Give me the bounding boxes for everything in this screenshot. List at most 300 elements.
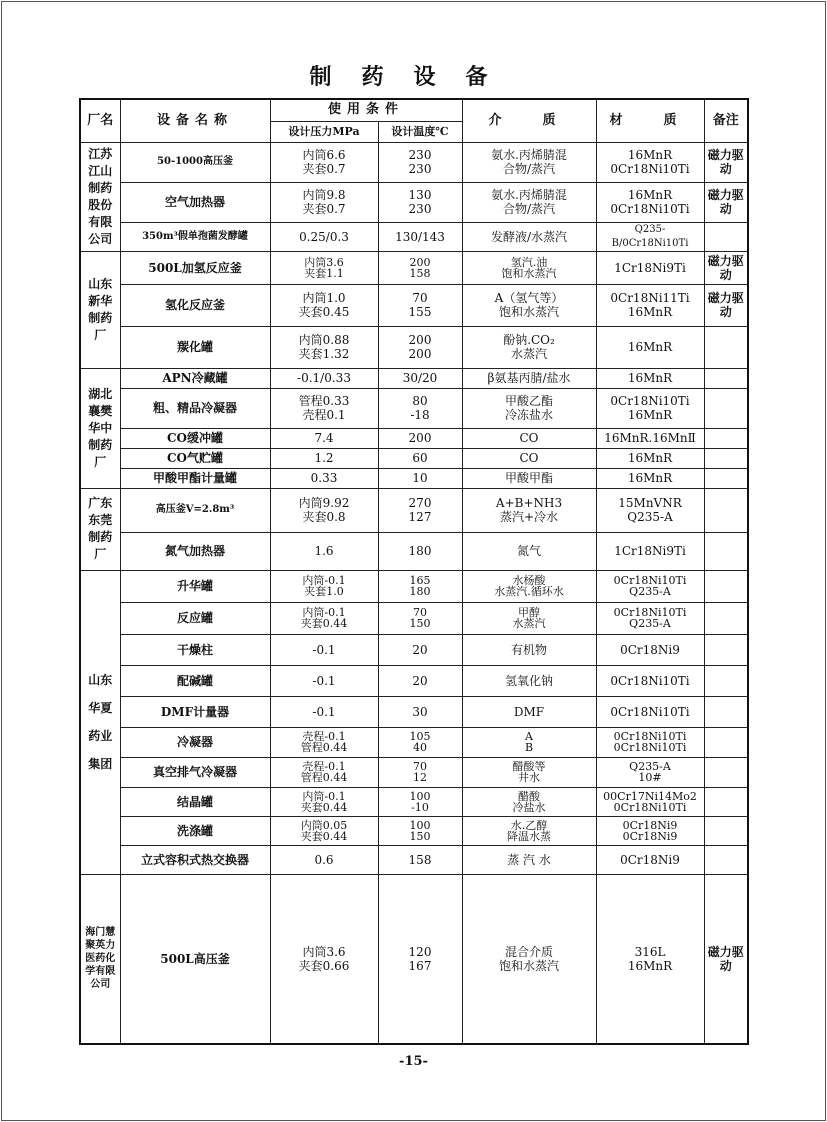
material-line: 0Cr18Ni10Ti	[613, 606, 687, 619]
design-temperature-line: 180	[408, 544, 432, 558]
design-temperature-line: 120	[408, 944, 432, 959]
material-line: 16MnR	[627, 371, 673, 385]
material-line: 16MnR	[627, 408, 673, 422]
remark	[704, 428, 748, 448]
design-pressure-line: 内筒6.6	[302, 148, 346, 162]
design-pressure-line: 夹套0.44	[300, 829, 348, 843]
material-line: Q235-A	[629, 760, 671, 773]
equipment-name: 干燥柱	[120, 634, 270, 665]
material-line: 0Cr18Ni10Ti	[613, 574, 687, 587]
design-pressure-line: 内筒-0.1	[302, 606, 346, 619]
material-line: 16MnR	[627, 451, 673, 465]
medium	[462, 532, 596, 570]
design-temperature	[378, 757, 462, 787]
medium-line: 混合介质	[505, 944, 554, 959]
medium-line: 冷盐水	[512, 800, 546, 814]
remark	[704, 222, 748, 251]
medium	[462, 142, 596, 182]
material-line: 316L	[634, 944, 666, 959]
medium	[462, 787, 596, 816]
medium	[462, 665, 596, 696]
remark: 磁力驱动	[704, 284, 748, 326]
medium-line: 发酵液/水蒸汽	[490, 229, 568, 244]
design-pressure	[270, 182, 378, 222]
equipment-name: 氮气加热器	[120, 532, 270, 570]
medium	[462, 251, 596, 284]
design-temperature-line: 200	[408, 347, 432, 361]
medium-line: 冷冻盐水	[505, 408, 554, 422]
material	[596, 428, 704, 448]
design-pressure-line: 夹套0.66	[298, 958, 350, 973]
equipment-name: 500L加氢反应釜	[120, 251, 270, 284]
table-row	[80, 532, 748, 570]
design-temperature-line: 105	[409, 730, 431, 743]
medium-line: 蒸 汽 水	[507, 852, 551, 867]
design-temperature	[378, 142, 462, 182]
medium-line: 水蒸汽.循环水	[494, 585, 564, 598]
table-row	[80, 142, 748, 182]
table-row	[80, 488, 748, 532]
remark	[704, 757, 748, 787]
header-equipment: 设备名称	[120, 99, 270, 142]
design-temperature-line: 30/20	[402, 371, 438, 385]
medium-line: 水蒸汽	[512, 617, 546, 630]
medium-line: A（氢气等）	[494, 291, 564, 305]
medium-line: 氢汽.油	[510, 255, 548, 269]
equipment-name: 350m³假单孢菌发酵罐	[120, 222, 270, 251]
design-pressure-line: 管程0.44	[300, 771, 348, 784]
remark	[704, 468, 748, 488]
material-line: 0Cr18Ni10Ti	[610, 394, 690, 408]
remark	[704, 570, 748, 602]
design-pressure-line: 夹套0.7	[302, 162, 346, 176]
design-pressure	[270, 816, 378, 845]
equipment-name: 高压釜V=2.8m³	[120, 488, 270, 532]
design-temperature-line: 200	[409, 255, 431, 269]
table-row	[80, 388, 748, 428]
design-temperature	[378, 448, 462, 468]
medium-line: DMF	[513, 704, 545, 719]
medium-line: 氨水.丙烯腈混	[491, 148, 567, 162]
material	[596, 284, 704, 326]
design-pressure	[270, 874, 378, 1044]
medium-line: 降温水蒸	[507, 829, 552, 843]
design-temperature	[378, 428, 462, 448]
design-temperature-line: 80	[412, 394, 428, 408]
medium-line: 氮气	[517, 544, 542, 558]
design-pressure-line: 内筒9.92	[298, 496, 350, 510]
material-line: Q235-A	[627, 510, 673, 524]
material-line: 0Cr18Ni10Ti	[613, 800, 687, 814]
material-line: 0Cr18Ni10Ti	[613, 741, 687, 754]
design-pressure	[270, 448, 378, 468]
table-row	[80, 665, 748, 696]
design-temperature	[378, 602, 462, 634]
table-row	[80, 874, 748, 1044]
design-pressure-line: 夹套1.1	[304, 266, 344, 280]
design-pressure	[270, 488, 378, 532]
equipment-name: 甲酸甲酯计量罐	[120, 468, 270, 488]
design-temperature-line: 230	[408, 162, 432, 176]
equipment-name: 冷凝器	[120, 727, 270, 757]
material-line: 0Cr18Ni9	[620, 852, 680, 867]
table-row	[80, 634, 748, 665]
medium	[462, 222, 596, 251]
design-temperature-line: -18	[410, 408, 430, 422]
table-row	[80, 182, 748, 222]
medium	[462, 448, 596, 468]
medium	[462, 816, 596, 845]
design-pressure-line: 管程0.44	[300, 741, 348, 754]
medium	[462, 182, 596, 222]
material	[596, 602, 704, 634]
equipment-name: 羰化罐	[120, 326, 270, 368]
medium	[462, 326, 596, 368]
design-pressure-line: 夹套1.32	[298, 347, 350, 361]
remark: 磁力驱动	[704, 874, 748, 1044]
design-temperature	[378, 222, 462, 251]
medium	[462, 727, 596, 757]
table-row	[80, 727, 748, 757]
design-pressure-line: -0.1/0.33	[297, 371, 351, 385]
design-temperature-line: 100	[409, 789, 431, 803]
factory-name: 江苏江山制药股份有限公司	[80, 142, 120, 251]
page-title	[0, 60, 827, 91]
design-pressure	[270, 468, 378, 488]
design-pressure	[270, 634, 378, 665]
factory-name: 海门慧聚英力医药化学有限公司	[80, 874, 120, 1044]
remark	[704, 665, 748, 696]
design-temperature-line: 270	[408, 496, 432, 510]
design-temperature	[378, 388, 462, 428]
table-row	[80, 757, 748, 787]
remark	[704, 532, 748, 570]
design-temperature-line: 130/143	[395, 229, 445, 244]
design-temperature	[378, 634, 462, 665]
medium-line: A	[525, 730, 533, 743]
table-row	[80, 602, 748, 634]
material	[596, 570, 704, 602]
material-line: 0Cr18Ni9	[622, 818, 678, 832]
medium	[462, 284, 596, 326]
material-line: 16MnR	[627, 305, 673, 319]
design-temperature-line: 60	[412, 451, 428, 465]
medium	[462, 602, 596, 634]
material-line: 0Cr18Ni10Ti	[610, 704, 690, 719]
design-temperature-line: 158	[408, 852, 432, 867]
table-row	[80, 428, 748, 448]
design-temperature	[378, 874, 462, 1044]
material	[596, 665, 704, 696]
equipment-table	[79, 98, 749, 1045]
design-temperature	[378, 816, 462, 845]
design-pressure-line: 壳程-0.1	[302, 730, 346, 743]
material-line: 0Cr18Ni10Ti	[610, 202, 690, 216]
design-pressure-line: 夹套0.8	[302, 510, 346, 524]
medium-line: 酚钠.CO₂	[503, 333, 555, 347]
design-pressure-line: -0.1	[312, 704, 336, 719]
material	[596, 634, 704, 665]
design-pressure-line: 内筒1.0	[302, 291, 346, 305]
equipment-name: 氢化反应釜	[120, 284, 270, 326]
design-temperature-line: 20	[412, 642, 428, 657]
material	[596, 142, 704, 182]
design-pressure-line: 0.25/0.3	[299, 229, 349, 244]
design-pressure	[270, 532, 378, 570]
design-temperature-line: 155	[408, 305, 432, 319]
design-pressure-line: -0.1	[312, 673, 336, 688]
material	[596, 182, 704, 222]
design-pressure	[270, 602, 378, 634]
remark	[704, 448, 748, 468]
equipment-name: 50-1000高压釜	[120, 142, 270, 182]
material	[596, 727, 704, 757]
material-line: 0Cr18Ni10Ti	[613, 730, 687, 743]
design-temperature-line: 158	[409, 266, 431, 280]
equipment-name: 500L高压釜	[120, 874, 270, 1044]
design-temperature-line: 100	[409, 818, 431, 832]
medium-line: B	[524, 741, 534, 754]
design-temperature	[378, 727, 462, 757]
table-row	[80, 251, 748, 284]
remark	[704, 368, 748, 388]
header-material: 材 质	[596, 99, 704, 142]
design-temperature-line: 127	[408, 510, 432, 524]
design-pressure	[270, 665, 378, 696]
material	[596, 222, 704, 251]
design-temperature-line: 70	[412, 291, 428, 305]
remark	[704, 816, 748, 845]
material	[596, 368, 704, 388]
design-temperature-line: -10	[411, 800, 429, 814]
medium-line: 水蒸汽	[511, 347, 548, 361]
remark	[704, 727, 748, 757]
material-line: 16MnR	[627, 958, 673, 973]
table-row	[80, 326, 748, 368]
design-temperature-line: 230	[408, 148, 432, 162]
remark	[704, 326, 748, 368]
design-pressure-line: 内筒0.05	[300, 818, 348, 832]
design-pressure	[270, 428, 378, 448]
remark	[704, 634, 748, 665]
design-pressure	[270, 388, 378, 428]
design-pressure	[270, 142, 378, 182]
material-line: 0Cr18Ni10Ti	[610, 673, 690, 688]
medium-line: CO	[519, 451, 539, 465]
medium-line: β氨基丙腈/盐水	[487, 371, 571, 385]
design-temperature-line: 200	[408, 431, 432, 445]
table-row	[80, 284, 748, 326]
medium	[462, 570, 596, 602]
design-pressure	[270, 757, 378, 787]
header-conditions: 使用条件	[270, 99, 462, 121]
material	[596, 251, 704, 284]
medium-line: 水.乙醇	[510, 818, 548, 832]
design-temperature-line: 40	[413, 741, 427, 754]
design-pressure-line: 管程0.33	[298, 394, 350, 408]
header-row	[80, 99, 748, 121]
equipment-name: CO缓冲罐	[120, 428, 270, 448]
equipment-name: APN冷藏罐	[120, 368, 270, 388]
design-temperature	[378, 845, 462, 874]
design-temperature	[378, 468, 462, 488]
design-temperature-line: 30	[412, 704, 428, 719]
table-row	[80, 570, 748, 602]
design-temperature-line: 165	[409, 574, 431, 587]
design-pressure	[270, 326, 378, 368]
header-pressure: 设计压力MPa	[270, 121, 378, 142]
design-pressure-line: 夹套0.44	[300, 800, 348, 814]
medium-line: CO	[519, 431, 539, 445]
material	[596, 388, 704, 428]
medium-line: 合物/蒸汽	[502, 162, 556, 176]
design-pressure-line: 内筒-0.1	[302, 574, 346, 587]
design-pressure-line: 1.2	[314, 451, 334, 465]
design-temperature	[378, 182, 462, 222]
header-medium: 介 质	[462, 99, 596, 142]
design-temperature-line: 230	[408, 202, 432, 216]
medium-line: 饱和水蒸汽	[499, 958, 560, 973]
design-temperature-line: 150	[409, 617, 431, 630]
medium-line: 井水	[518, 771, 541, 784]
factory-name: 山东华夏药业集团	[80, 570, 120, 874]
design-pressure	[270, 845, 378, 874]
remark	[704, 845, 748, 874]
medium-line: 甲酸甲酯	[505, 471, 554, 485]
design-temperature	[378, 488, 462, 532]
header-factory: 厂名	[80, 99, 120, 142]
remark	[704, 602, 748, 634]
design-pressure	[270, 251, 378, 284]
design-temperature-line: 70	[413, 760, 427, 773]
design-pressure-line: 内筒-0.1	[302, 789, 346, 803]
design-temperature-line: 12	[413, 771, 427, 784]
design-temperature	[378, 326, 462, 368]
medium-line: 醋酸等	[512, 760, 546, 773]
table-row	[80, 222, 748, 251]
medium	[462, 634, 596, 665]
remark: 磁力驱动	[704, 182, 748, 222]
design-pressure-line: 夹套0.7	[302, 202, 346, 216]
remark	[704, 488, 748, 532]
design-pressure	[270, 787, 378, 816]
material-line: 16MnR	[627, 340, 673, 354]
material-line: 16MnR.16MnⅡ	[604, 431, 696, 445]
table-row	[80, 448, 748, 468]
material	[596, 757, 704, 787]
design-temperature-line: 10	[412, 471, 428, 485]
table-row	[80, 468, 748, 488]
design-pressure-line: 1.6	[314, 544, 334, 558]
medium	[462, 757, 596, 787]
material	[596, 816, 704, 845]
factory-name: 山东新华制药厂	[80, 251, 120, 368]
design-pressure-line: -0.1	[312, 642, 336, 657]
medium-line: 饱和水蒸汽	[501, 266, 557, 280]
equipment-name: 升华罐	[120, 570, 270, 602]
design-pressure-line: 0.33	[310, 471, 338, 485]
remark: 磁力驱动	[704, 142, 748, 182]
medium-line: 饱和水蒸汽	[499, 305, 560, 319]
material-line: 10#	[638, 771, 662, 784]
material-line: 1Cr18Ni9Ti	[614, 544, 686, 558]
material	[596, 874, 704, 1044]
medium-line: 合物/蒸汽	[502, 202, 556, 216]
equipment-name: CO气贮罐	[120, 448, 270, 468]
design-temperature-line: 20	[412, 673, 428, 688]
material-line: 0Cr18Ni9	[622, 829, 678, 843]
material-line: Q235-B/0Cr18Ni10Ti	[611, 223, 689, 249]
material	[596, 696, 704, 727]
design-pressure-line: 内筒3.6	[304, 255, 344, 269]
page-title-text: 制药设备	[309, 65, 518, 90]
material-line: 16MnR	[627, 471, 673, 485]
medium	[462, 696, 596, 727]
design-pressure-line: 内筒0.88	[298, 333, 350, 347]
material	[596, 787, 704, 816]
design-temperature	[378, 787, 462, 816]
remark	[704, 388, 748, 428]
remark: 磁力驱动	[704, 251, 748, 284]
design-pressure-line: 0.6	[314, 852, 334, 867]
material-line: Q235-A	[629, 617, 671, 630]
table-row	[80, 845, 748, 874]
material	[596, 532, 704, 570]
design-temperature	[378, 532, 462, 570]
design-pressure-line: 7.4	[314, 431, 334, 445]
header-temperature: 设计温度℃	[378, 121, 462, 142]
equipment-name: DMF计量器	[120, 696, 270, 727]
material-line: Q235-A	[629, 585, 671, 598]
table-row	[80, 368, 748, 388]
medium-line: 甲酸乙酯	[505, 394, 554, 408]
material-line: 0Cr18Ni10Ti	[610, 162, 690, 176]
equipment-name: 立式容积式热交换器	[120, 845, 270, 874]
medium-line: 醋酸	[518, 789, 541, 803]
header-remark: 备注	[704, 99, 748, 142]
equipment-name: 配碱罐	[120, 665, 270, 696]
equipment-name: 粗、精品冷凝器	[120, 388, 270, 428]
design-temperature-line: 130	[408, 188, 432, 202]
medium-line: 水杨酸	[512, 574, 546, 587]
design-temperature	[378, 368, 462, 388]
remark	[704, 787, 748, 816]
equipment-name: 反应罐	[120, 602, 270, 634]
material-line: 16MnR	[627, 188, 673, 202]
material	[596, 326, 704, 368]
medium	[462, 368, 596, 388]
design-pressure-line: 内筒3.6	[302, 944, 346, 959]
design-pressure-line: 夹套0.44	[300, 617, 348, 630]
material	[596, 845, 704, 874]
equipment-name: 空气加热器	[120, 182, 270, 222]
medium-line: 氨水.丙烯腈混	[491, 188, 567, 202]
factory-name: 湖北襄樊华中制药厂	[80, 368, 120, 488]
design-temperature-line: 167	[408, 958, 432, 973]
medium	[462, 428, 596, 448]
design-pressure	[270, 222, 378, 251]
design-temperature-line: 70	[413, 606, 427, 619]
table-row	[80, 696, 748, 727]
design-temperature-line: 150	[409, 829, 431, 843]
medium	[462, 845, 596, 874]
design-pressure	[270, 696, 378, 727]
material-line: 15MnVNR	[618, 496, 682, 510]
material-line: 00Cr17Ni14Mo2	[603, 789, 697, 803]
medium	[462, 388, 596, 428]
medium	[462, 488, 596, 532]
material-line: 0Cr18Ni9	[620, 642, 680, 657]
